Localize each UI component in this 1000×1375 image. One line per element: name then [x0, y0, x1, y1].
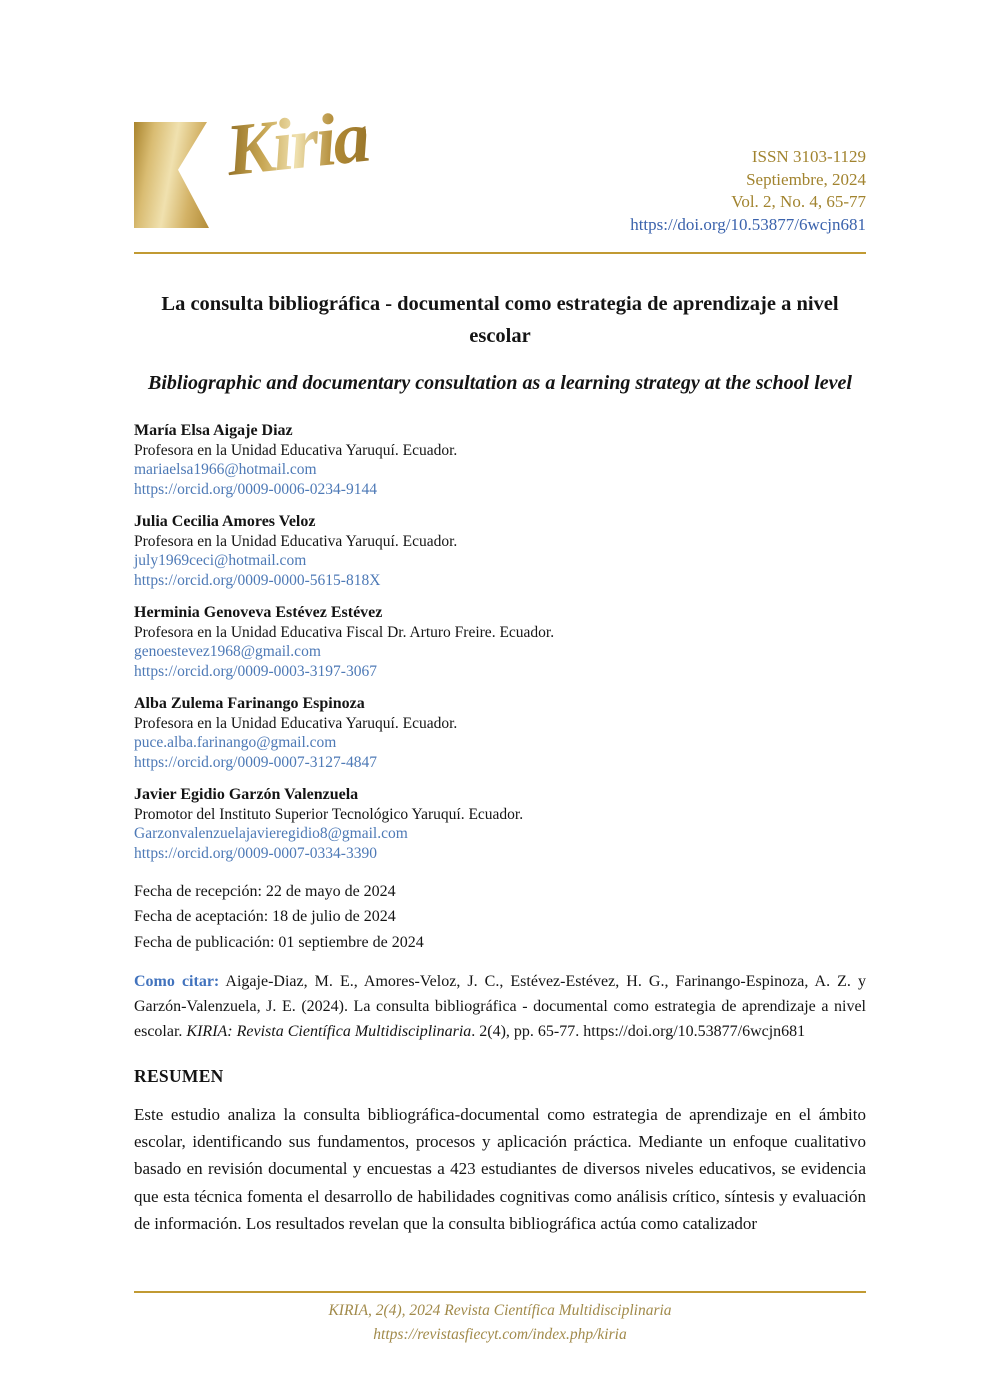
doi-link[interactable]: https://doi.org/10.53877/6wcjn681: [630, 214, 866, 234]
author-block-2: [134, 512, 866, 590]
author-email-link[interactable]: mariaelsa1966@hotmail.com: [134, 461, 317, 478]
author-orcid-link[interactable]: https://orcid.org/0009-0006-0234-9144: [134, 480, 377, 498]
author-orcid-link[interactable]: https://orcid.org/0009-0007-0334-3390: [134, 844, 377, 862]
article-title-english: Bibliographic and documentary consultation as a learning strategy at the school level: [148, 372, 852, 394]
author-block-5: [134, 785, 866, 863]
author-affiliation: Profesora en la Unidad Educativa Fiscal Dr. Arturo Freire. Ecuador.: [134, 623, 555, 641]
author-name: Julia Cecilia Amores Veloz: [134, 513, 316, 530]
author-name: Alba Zulema Farinango Espinoza: [134, 695, 365, 712]
author-block-4: [134, 694, 866, 772]
kiria-flag-logo-icon: [134, 122, 234, 228]
author-name: Javier Egidio Garzón Valenzuela: [134, 786, 359, 803]
citation-authors-title: Aigaje-Diaz, M. E., Amores-Veloz, J. C., Estévez-Estévez, H. G., Farinango-Espinoza, A. Z. y Garzón-Valenzuela, J. E. (2024). La consulta bibliográfica - documental como estrategia de aprendizaje a nivel escolar.: [134, 972, 866, 1040]
citation-pages-doi: . 2(4), pp. 65-77. https://doi.org/10.53877/6wcjn681: [471, 1022, 806, 1040]
author-email-link[interactable]: puce.alba.farinango@gmail.com: [134, 734, 337, 751]
author-block-3: [134, 603, 866, 681]
page-footer: [134, 1291, 866, 1375]
kiria-logo-wordmark: Kiria: [222, 95, 372, 193]
journal-logo: [134, 95, 494, 230]
authors-section: [134, 421, 866, 863]
citation-journal-name: KIRIA: Revista Científica Multidisciplinaria: [186, 1022, 472, 1040]
author-affiliation: Profesora en la Unidad Educativa Yaruquí. Ecuador.: [134, 441, 458, 459]
header-divider: [134, 252, 866, 254]
dates-section: [134, 879, 866, 955]
footer-journal-line: KIRIA, 2(4), 2024 Revista Científica Multidisciplinaria: [328, 1302, 672, 1319]
reception-date: Fecha de recepción: 22 de mayo de 2024: [134, 883, 396, 900]
author-affiliation: Profesora en la Unidad Educativa Yaruquí. Ecuador.: [134, 532, 458, 550]
how-to-cite: [134, 969, 866, 1044]
how-to-cite-label: Como citar:: [134, 972, 220, 990]
author-email-link[interactable]: genoestevez1968@gmail.com: [134, 643, 321, 660]
issue-meta: [630, 146, 866, 236]
author-email-link[interactable]: july1969ceci@hotmail.com: [134, 552, 307, 569]
author-orcid-link[interactable]: https://orcid.org/0009-0000-5615-818X: [134, 571, 381, 589]
author-affiliation: Profesora en la Unidad Educativa Yaruquí. Ecuador.: [134, 714, 458, 732]
acceptance-date: Fecha de aceptación: 18 de julio de 2024: [134, 908, 396, 926]
footer-journal-url[interactable]: https://revistasfiecyt.com/index.php/kiria: [373, 1326, 627, 1343]
publication-date: Fecha de publicación: 01 septiembre de 2024: [134, 933, 424, 951]
journal-header: [134, 0, 866, 236]
author-name: María Elsa Aigaje Diaz: [134, 422, 293, 439]
volume-text: Vol. 2, No. 4, 65-77: [731, 192, 866, 211]
issue-date-text: Septiembre, 2024: [746, 169, 866, 189]
article-content: [134, 288, 866, 1237]
abstract-text: Este estudio analiza la consulta bibliográfica-documental como estrategia de aprendizaje en el ámbito escolar, identificando sus fundamentos, procesos y aplicación práctica. Mediante un enfoque cualitativo basado en revisión documental y encuestas a 423 estudiantes de diversos niveles educativos, se evidencia que esta técnica fomenta el desarrollo de habilidades cognitivas como análisis crítico, síntesis y evaluación de información. Los resultados revelan que la consulta bibliográfica actúa como catalizador: [134, 1104, 866, 1233]
author-affiliation: Promotor del Instituto Superior Tecnológico Yaruquí. Ecuador.: [134, 805, 524, 823]
author-name: Herminia Genoveva Estévez Estévez: [134, 604, 383, 621]
abstract-heading: RESUMEN: [134, 1065, 224, 1086]
article-title-spanish: La consulta bibliográfica - documental como estrategia de aprendizaje a nivel escolar: [161, 293, 839, 347]
author-orcid-link[interactable]: https://orcid.org/0009-0003-3197-3067: [134, 662, 377, 680]
issn-text: ISSN 3103-1129: [751, 147, 866, 166]
author-email-link[interactable]: Garzonvalenzuelajavieregidio8@gmail.com: [134, 825, 408, 842]
author-orcid-link[interactable]: https://orcid.org/0009-0007-3127-4847: [134, 753, 377, 771]
author-block-1: [134, 421, 866, 499]
